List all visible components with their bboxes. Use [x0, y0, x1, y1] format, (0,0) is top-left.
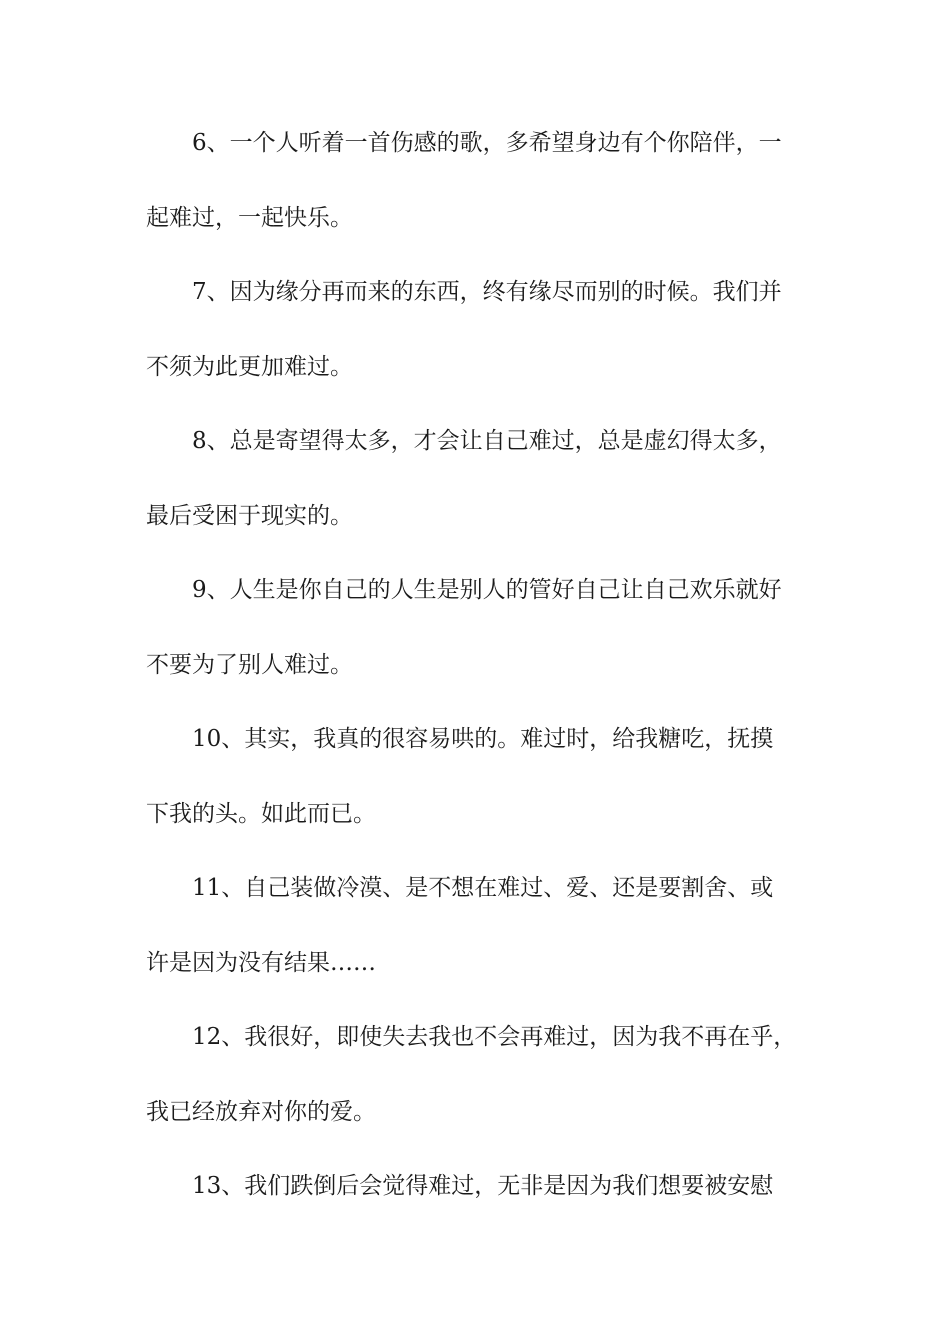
paragraph-line: 起难过，一起快乐。 [146, 204, 353, 231]
paragraph-line: 我已经放弃对你的爱。 [146, 1098, 376, 1125]
paragraph-line: 11、自己装做冷漠、是不想在难过、爱、还是要割舍、或 [192, 875, 774, 901]
paragraph-11 [146, 869, 806, 1018]
paragraph-13 [146, 1167, 806, 1242]
paragraph-line: 12、我很好，即使失去我也不会再难过，因为我不再在乎， [192, 1024, 797, 1050]
paragraph-line: 10、其实，我真的很容易哄的。难过时，给我糖吃，抚摸 [192, 726, 774, 752]
paragraph-12 [146, 1018, 806, 1167]
paragraph-6 [146, 124, 806, 273]
paragraph-line: 9、人生是你自己的人生是别人的管好自己让自己欢乐就好 [192, 577, 782, 603]
paragraph-line: 7、因为缘分再而来的东西，终有缘尽而别的时候。我们并 [192, 279, 782, 305]
paragraph-9 [146, 571, 806, 720]
paragraph-line: 许是因为没有结果…… [146, 949, 376, 976]
document-body [146, 124, 806, 1242]
paragraph-line: 不须为此更加难过。 [146, 353, 353, 380]
paragraph-10 [146, 720, 806, 869]
paragraph-line: 13、我们跌倒后会觉得难过，无非是因为我们想要被安慰 [192, 1173, 774, 1199]
paragraph-line: 下我的头。如此而已。 [146, 800, 376, 827]
paragraph-line: 6、一个人听着一首伤感的歌，多希望身边有个你陪伴，一 [192, 130, 782, 156]
paragraph-8 [146, 422, 806, 571]
paragraph-line: 8、总是寄望得太多，才会让自己难过，总是虚幻得太多， [192, 428, 782, 454]
paragraph-line: 最后受困于现实的。 [146, 502, 353, 529]
paragraph-7 [146, 273, 806, 422]
paragraph-line: 不要为了别人难过。 [146, 651, 353, 678]
